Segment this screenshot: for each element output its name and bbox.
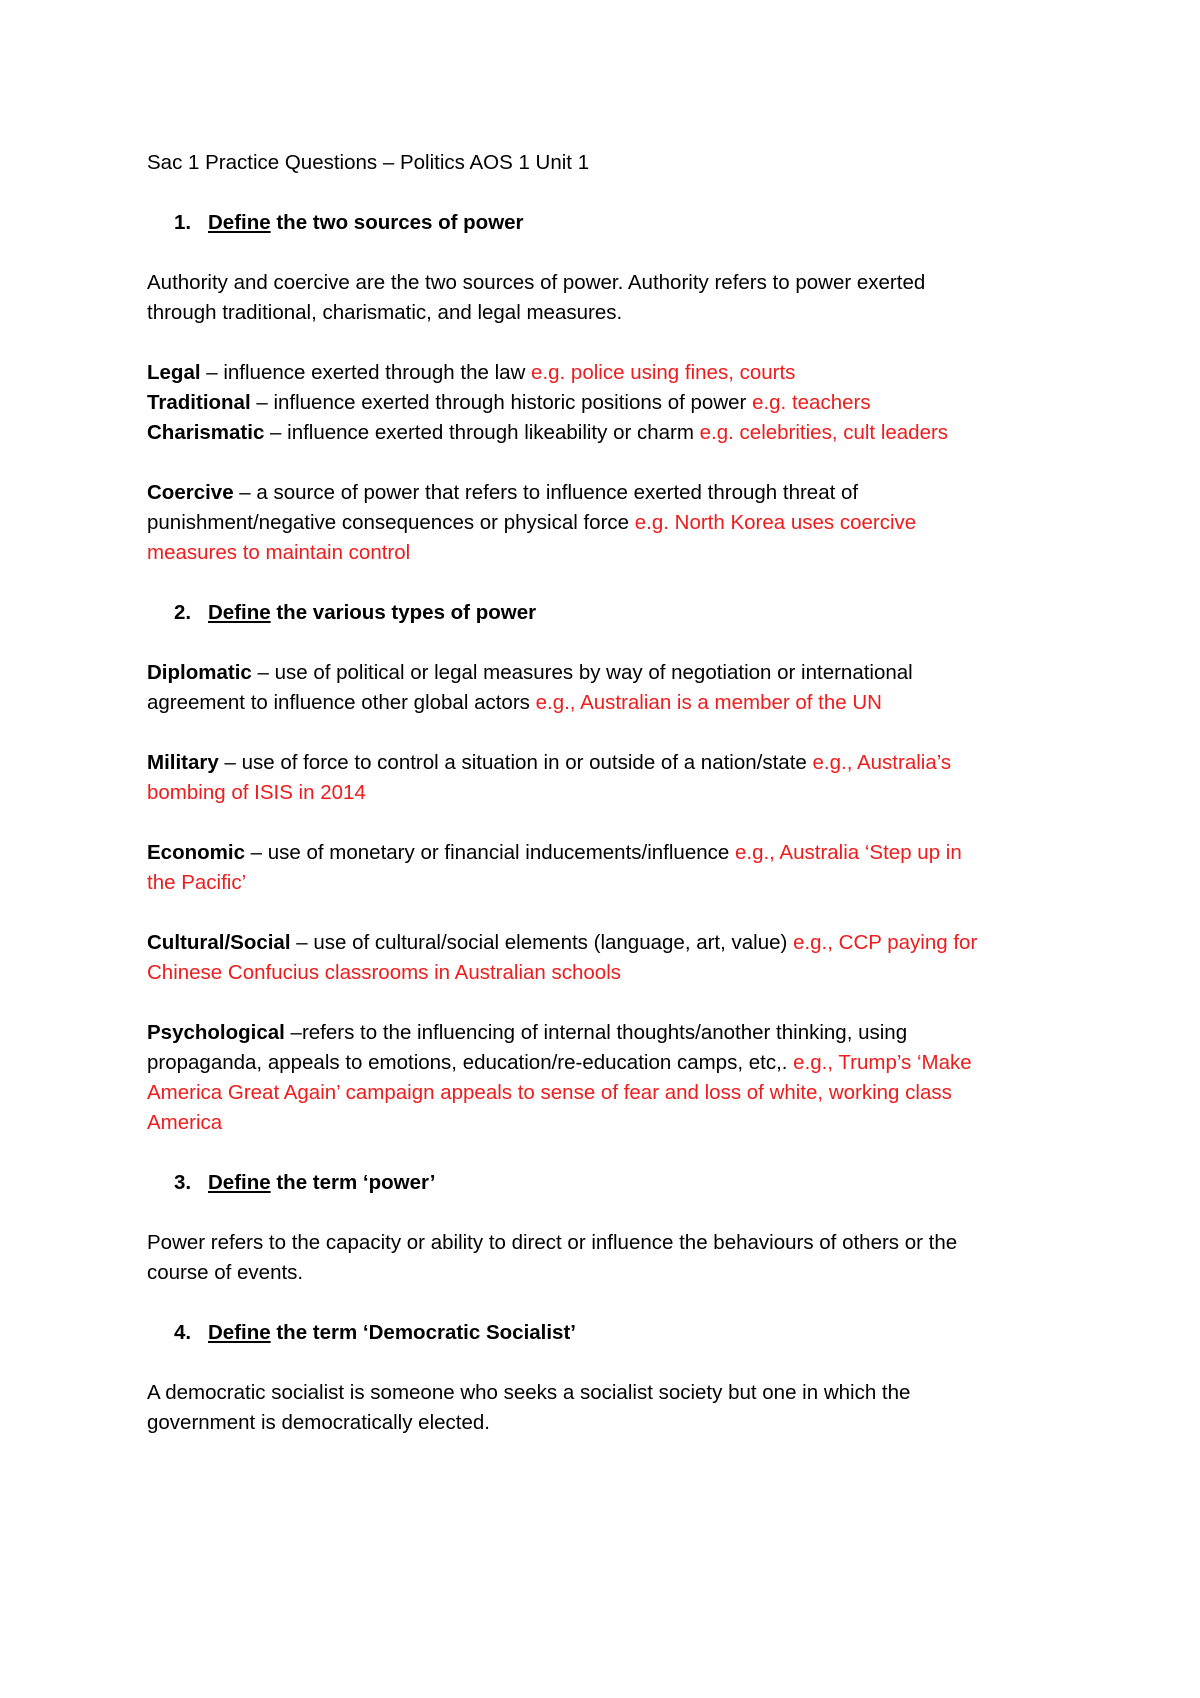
example-text: the Pacific’ xyxy=(147,871,247,894)
paragraph-line: A democratic socialist is someone who seeks a socialist society but one in which the xyxy=(147,1381,911,1404)
question-number: 1. xyxy=(174,211,192,234)
definition-text: –refers to the influencing of internal thoughts/another thinking, using xyxy=(284,1021,908,1044)
term-label: Diplomatic xyxy=(147,661,252,684)
question-text: the two sources of power xyxy=(270,211,524,234)
charismatic-definition xyxy=(147,418,1067,448)
term-label: Psychological xyxy=(147,1021,285,1044)
question-1-heading xyxy=(147,208,1067,238)
paragraph-line xyxy=(147,838,1067,868)
term-label: Military xyxy=(147,751,219,774)
example-text: e.g. teachers xyxy=(752,391,871,414)
term-label: Cultural/Social xyxy=(147,931,291,954)
paragraph-line xyxy=(147,508,1067,538)
legal-definition xyxy=(147,358,1067,388)
coercive-definition xyxy=(147,478,1067,568)
paragraph-line: Authority and coercive are the two sources of power. Authority refers to power exerted xyxy=(147,271,926,294)
document-page xyxy=(147,148,1067,1468)
definition-text: – influence exerted through historic positions of power xyxy=(250,391,753,414)
traditional-definition xyxy=(147,388,1067,418)
example-text: e.g., Australian is a member of the UN xyxy=(535,691,882,714)
q3-answer xyxy=(147,1228,1067,1288)
question-number: 2. xyxy=(174,601,192,624)
paragraph-line xyxy=(147,1018,1067,1048)
diplomatic-definition xyxy=(147,658,1067,718)
definition-text: – use of cultural/social elements (language, art, value) xyxy=(290,931,794,954)
definition-text: – use of force to control a situation in or outside of a nation/state xyxy=(218,751,813,774)
paragraph-line xyxy=(147,928,1067,958)
definition-text: – a source of power that refers to influence exerted through threat of xyxy=(233,481,859,504)
example-text: e.g. police using fines, courts xyxy=(531,361,796,384)
question-4-heading xyxy=(147,1318,1067,1348)
definition-text: – influence exerted through likeability or charm xyxy=(264,421,700,444)
paragraph-line: through traditional, charismatic, and legal measures. xyxy=(147,301,623,324)
example-text: bombing of ISIS in 2014 xyxy=(147,781,366,804)
authority-types-list xyxy=(147,358,1067,448)
definition-text: – use of political or legal measures by way of negotiation or international xyxy=(251,661,913,684)
definition-text: punishment/negative consequences or physical force xyxy=(147,511,635,534)
question-number: 3. xyxy=(174,1171,192,1194)
example-text: America Great Again’ campaign appeals to sense of fear and loss of white, working class xyxy=(147,1081,952,1104)
example-text: e.g., Australia ‘Step up in xyxy=(734,841,962,864)
question-3-heading xyxy=(147,1168,1067,1198)
term-label: Charismatic xyxy=(147,421,265,444)
example-text: e.g. celebrities, cult leaders xyxy=(699,421,949,444)
example-text: Chinese Confucius classrooms in Australian schools xyxy=(147,961,622,984)
term-label: Economic xyxy=(147,841,245,864)
question-keyword: Define xyxy=(208,211,271,234)
example-text: e.g., Australia’s xyxy=(812,751,952,774)
paragraph-line xyxy=(147,478,1067,508)
paragraph-line xyxy=(147,1048,1067,1078)
paragraph-line xyxy=(147,658,1067,688)
question-keyword: Define xyxy=(208,1321,271,1344)
paragraph-line xyxy=(147,688,1067,718)
question-2-heading xyxy=(147,598,1067,628)
definition-text: agreement to influence other global actors xyxy=(147,691,536,714)
question-keyword: Define xyxy=(208,601,271,624)
paragraph-line: government is democratically elected. xyxy=(147,1411,490,1434)
cultural-social-definition xyxy=(147,928,1067,988)
question-text: the term ‘power’ xyxy=(270,1171,436,1194)
paragraph-line: course of events. xyxy=(147,1261,304,1284)
question-keyword: Define xyxy=(208,1171,271,1194)
definition-text: – use of monetary or financial inducements/influence xyxy=(244,841,735,864)
question-text: the various types of power xyxy=(270,601,537,624)
question-text: the term ‘Democratic Socialist’ xyxy=(270,1321,576,1344)
term-label: Legal xyxy=(147,361,201,384)
term-label: Coercive xyxy=(147,481,234,504)
term-label: Traditional xyxy=(147,391,251,414)
q4-answer xyxy=(147,1378,1067,1438)
economic-definition xyxy=(147,838,1067,898)
example-text: e.g., Trump’s ‘Make xyxy=(793,1051,972,1074)
document-title: Sac 1 Practice Questions – Politics AOS 1 Unit 1 xyxy=(147,151,590,174)
psychological-definition xyxy=(147,1018,1067,1138)
example-text: America xyxy=(147,1111,223,1134)
military-definition xyxy=(147,748,1067,808)
q1-intro-paragraph xyxy=(147,268,1067,328)
example-text: measures to maintain control xyxy=(147,541,411,564)
paragraph-line xyxy=(147,748,1067,778)
example-text: e.g. North Korea uses coercive xyxy=(634,511,917,534)
definition-text: propaganda, appeals to emotions, education/re-education camps, etc,. xyxy=(147,1051,794,1074)
example-text: e.g., CCP paying for xyxy=(793,931,978,954)
question-number: 4. xyxy=(174,1321,192,1344)
definition-text: – influence exerted through the law xyxy=(200,361,532,384)
paragraph-line: Power refers to the capacity or ability to direct or influence the behaviours of others or the xyxy=(147,1231,958,1254)
